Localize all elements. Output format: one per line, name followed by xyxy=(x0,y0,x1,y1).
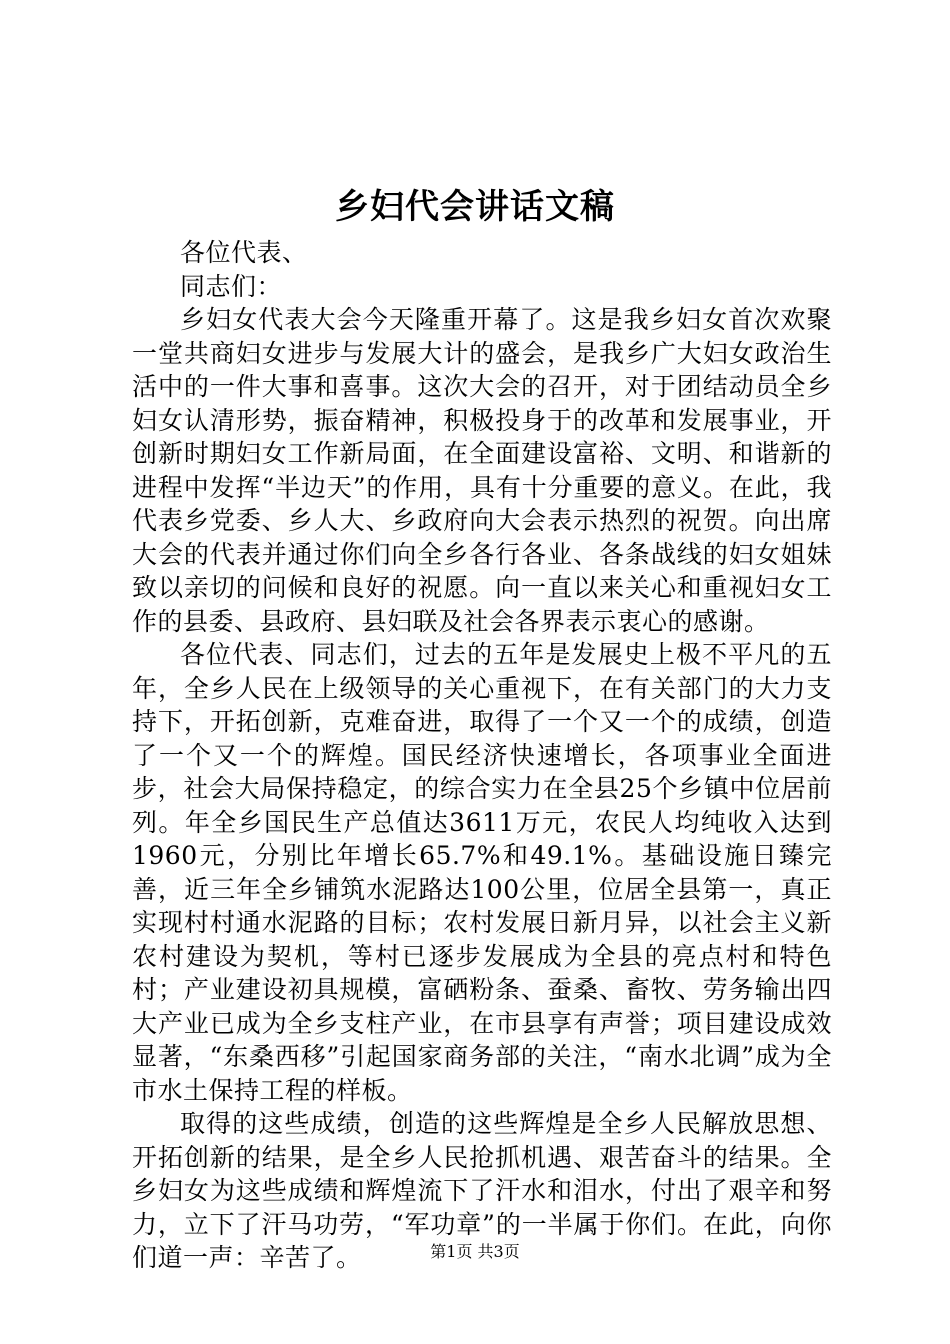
document-body xyxy=(132,236,832,1275)
salutation-line: 同志们： xyxy=(180,271,283,301)
body-paragraph: 取得的这些成绩，创造的这些辉煌是全乡人民解放思想、开拓创新的结果，是全乡人民抢抓机遇、艰苦奋斗的结果。全乡妇女为这些成绩和辉煌流下了汗水和泪水，付出了艰辛和努力，立下了汗马功劳，“军功章”的一半属于你们。在此，向你们道一声：辛苦了。 xyxy=(132,1109,832,1272)
salutation-line: 各位代表、 xyxy=(180,238,308,267)
body-paragraph: 乡妇女代表大会今天隆重开幕了。这是我乡妇女首次欢聚一堂共商妇女进步与发展大计的盛会，是我乡广大妇女政治生活中的一件大事和喜事。这次大会的召开，对于团结动员全乡妇女认清形势，振奋精神，积极投身于的改革和发展事业，开创新时期妇女工作新局面，在全面建设富裕、文明、和谐新的进程中发挥“半边天”的作用，具有十分重要的意义。在此，我代表乡党委、乡人大、乡政府向大会表示热烈的祝贺。向出席大会的代表并通过你们向全乡各行各业、各条战线的妇女姐妹致以亲切的问候和良好的祝愿。向一直以来关心和重视妇女工作的县委、县政府、县妇联及社会各界表示衷心的感谢。 xyxy=(132,305,832,636)
document-title: 乡妇代会讲话文稿 xyxy=(335,187,615,227)
body-paragraph: 各位代表、同志们，过去的五年是发展史上极不平凡的五年，全乡人民在上级领导的关心重视下，在有关部门的大力支持下，开拓创新，克难奋进，取得了一个又一个的成绩，创造了一个又一个的辉煌。国民经济快速增长，各项事业全面进步，社会大局保持稳定，的综合实力在全县25个乡镇中位居前列。年全乡国民生产总值达3611万元，农民人均纯收入达到1960元，分别比年增长65.7%和49.1%。基础设施日臻完善，近三年全乡铺筑水泥路达100公里，位居全县第一，真正实现村村通水泥路的目标；农村发展日新月异，以社会主义新农村建设为契机，等村已逐步发展成为全县的亮点村和特色村；产业建设初具规模，富硒粉条、蚕桑、畜牧、劳务输出四大产业已成为全乡支柱产业，在市县享有声誉；项目建设成效显著，“东桑西移”引起国家商务部的关注，“南水北调”成为全市水土保持工程的样板。 xyxy=(132,640,832,1105)
page-footer: 第1页 共3页 xyxy=(430,1242,520,1261)
